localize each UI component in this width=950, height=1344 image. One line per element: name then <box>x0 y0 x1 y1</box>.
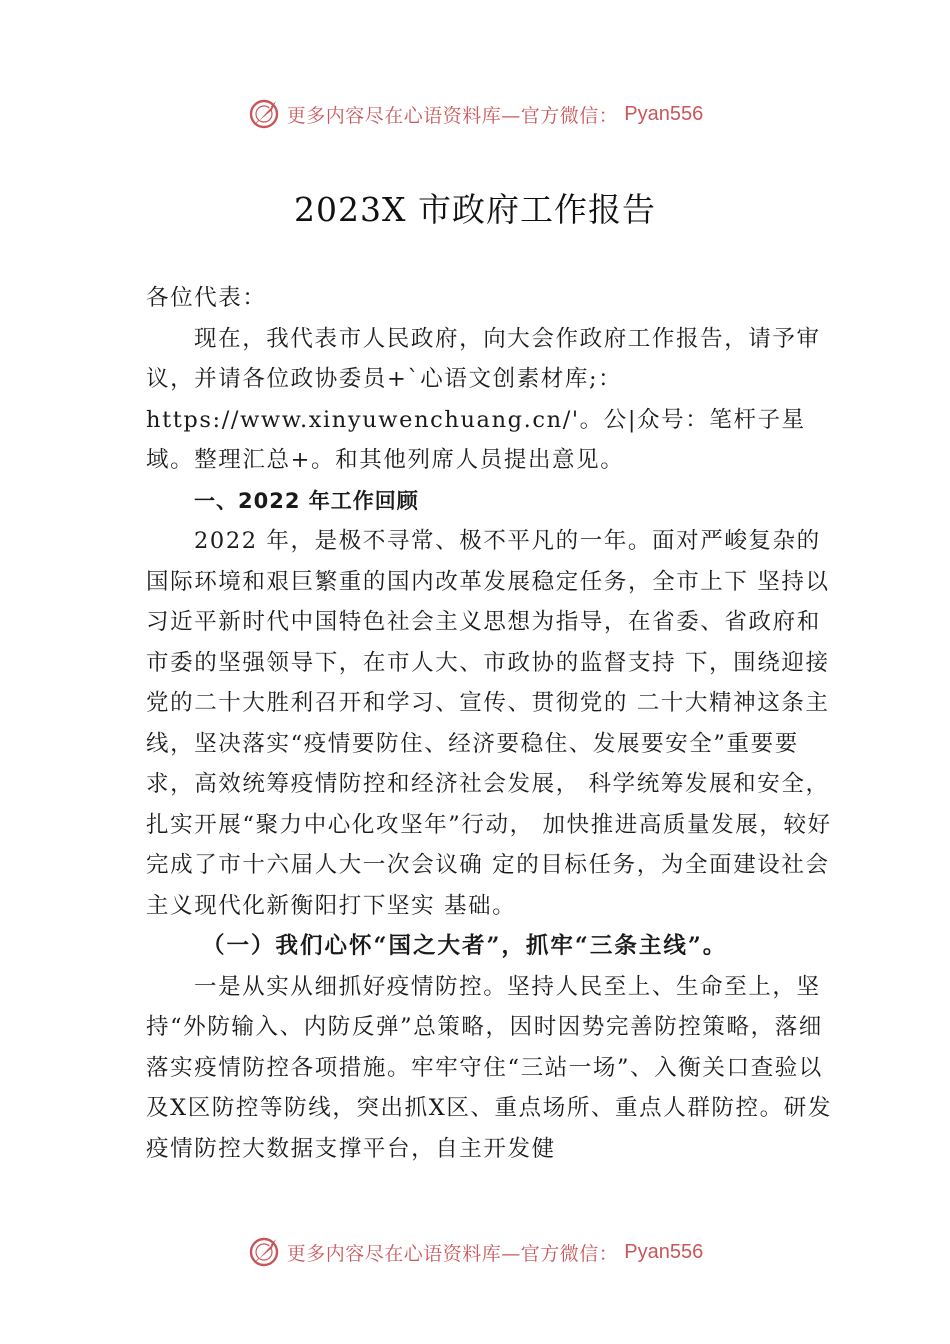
banner-text: 更多内容尽在心语资料库—官方微信： <box>286 1242 619 1265</box>
watermark-banner-bottom <box>0 1232 950 1272</box>
watermark-banner-top <box>0 94 950 134</box>
salutation: 各位代表： <box>146 285 267 311</box>
banner-wechat-id: Pyan556 <box>624 102 704 125</box>
quill-seal-logo-icon <box>247 1235 281 1269</box>
review-paragraph: 2022 年，是极不寻常、极不平凡的一年。面对严峻复杂的国际环境和艰巨繁重的国内改革发展稳定任务，全市上下 坚持以习近平新时代中国特色社会主义思想为指导，在省委、省政府和市委的坚强领导下，在市人大、市政协的监督支持 下，围绕迎接党的二十大胜利召开和学习、宣传、贯彻党的 二十大精神这条主线，坚决落实“疫情要防住、经济要稳住、发展要安全”重要要求，高效统筹疫情防控和经济社会发展， 科学统筹发展和安全，扎实开展“聚力中心化攻坚年”行动， 加快推进高质量发展，较好完成了市十六届人大一次会议确 定的目标任务，为全面建设社会主义现代化新衡阳打下坚实 基础。 <box>146 528 832 919</box>
banner-wechat-id: Pyan556 <box>624 1240 704 1263</box>
document-body <box>146 278 836 1169</box>
quill-seal-logo-icon <box>247 97 281 131</box>
epidemic-paragraph: 一是从实从细抓好疫情防控。坚持人民至上、生命至上，坚持“外防输入、内防反弹”总策略，因时因势完善防控策略，落细落实疫情防控各项措施。牢牢守住“三站一场”、入衡关口查验以及X区防控等防线，突出抓X区、重点场所、重点人群防控。研发疫情防控大数据支撑平台，自主开发健 <box>146 973 832 1162</box>
subsection-heading: （一）我们心怀“国之大者”，抓牢“三条主线”。 <box>202 933 728 959</box>
banner-text: 更多内容尽在心语资料库—官方微信： <box>286 104 619 127</box>
section-heading: 一、2022 年工作回顾 <box>194 488 419 513</box>
intro-paragraph: 现在，我代表市人民政府，向大会作政府工作报告，请予审议，并请各位政协委员+`心语文创素材库;：https://www.xinyuwenchuang.cn/'。公|众号：笔杆子星域。整理汇总+。和其他列席人员提出意见。 <box>146 325 821 473</box>
document-title: 2023X 市政府工作报告 <box>294 190 656 229</box>
